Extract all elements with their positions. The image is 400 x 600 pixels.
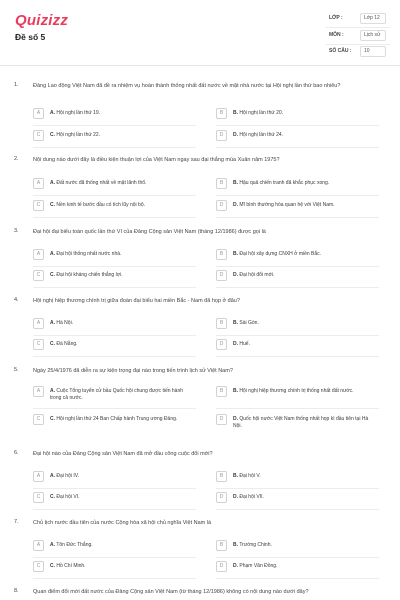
option-prefix: B.: [233, 472, 238, 479]
option-text: Huế.: [239, 340, 250, 347]
option-text: Đại hội IV.: [56, 472, 79, 479]
option-text: Tôn Đức Thắng.: [56, 541, 93, 548]
subject-label: MÔN :: [329, 32, 344, 38]
option-letter-box: A: [33, 386, 44, 397]
option-text: Đại hội V.: [239, 472, 261, 479]
question-text: Đại hội đại biểu toàn quốc lần thứ VI của Đảng Cộng sản Việt Nam (tháng 12/1986) được gọi là: [33, 229, 266, 235]
option-prefix: D.: [233, 493, 238, 500]
quizizz-logo: Quizizz: [15, 12, 69, 29]
option-letter-box: C: [33, 339, 44, 350]
question-number: 1.: [14, 82, 19, 88]
option-prefix: B.: [233, 109, 238, 116]
option-divider: [216, 578, 379, 579]
option-prefix: D.: [233, 340, 238, 347]
option-divider: [216, 195, 379, 196]
option-text: Đại hội thống nhất nước nhà.: [56, 250, 122, 257]
option-divider: [33, 125, 196, 126]
option-letter-box: C: [33, 561, 44, 572]
question-number: 6.: [14, 450, 19, 456]
option-prefix: A.: [50, 179, 55, 186]
option-divider: [216, 488, 379, 489]
option-letter-box: A: [33, 178, 44, 189]
question-text: Hội nghị hiệp thương chính trị giữa đoàn đại biểu hai miền Bắc - Nam đã họp ở đâu?: [33, 298, 240, 304]
question-text: Quan điểm đổi mới đất nước của Đảng Cộng sản Việt Nam (từ tháng 12/1986) không có nội dung nào dưới đây?: [33, 589, 309, 595]
option-divider: [33, 147, 196, 148]
option-prefix: A.: [50, 109, 55, 116]
option-text: Đà Nẵng.: [56, 340, 78, 347]
option-letter-box: A: [33, 318, 44, 329]
option-divider: [33, 217, 196, 218]
option-text: Cuộc Tổng tuyển cử bầu Quốc hội chung được tiến hành trong cả nước.: [50, 387, 184, 401]
option-letter-box: D: [216, 339, 227, 350]
option-text: Hội nghị lần thứ 20.: [239, 109, 284, 116]
option-letter-box: B: [216, 318, 227, 329]
header-divider: [326, 27, 390, 28]
option-letter-box: B: [216, 178, 227, 189]
option-prefix: B.: [233, 179, 238, 186]
question-number: 5.: [14, 367, 19, 373]
question-text: Chủ tịch nước đầu tiên của nước Cộng hòa xã hội chủ nghĩa Việt Nam là: [33, 520, 212, 526]
class-value: Lớp 12: [360, 13, 386, 24]
option-divider: [33, 557, 196, 558]
option-divider: [33, 195, 196, 196]
option-text: Trường Chinh.: [239, 541, 272, 548]
option-text: Phạm Văn Đồng.: [239, 562, 278, 569]
option-letter-box: D: [216, 414, 227, 425]
option-divider: [216, 125, 379, 126]
question-text: Nội dung nào dưới đây là điều kiện thuận lợi của Việt Nam ngay sau đại thắng mùa Xuân năm 1975?: [33, 157, 280, 163]
question-number: 4.: [14, 297, 19, 303]
option-text: Đất nước đã thống nhất về mặt lãnh thổ.: [56, 179, 147, 186]
option-letter-box: C: [33, 270, 44, 281]
option-text: Hội nghị lần thứ 19.: [56, 109, 101, 116]
option-text: Đại hội VI.: [56, 493, 80, 500]
worksheet-title: Đề số 5: [15, 32, 46, 42]
option-divider: [216, 217, 379, 218]
question-text: Ngày 25/4/1976 đã diễn ra sự kiện trọng đại nào trong tiến trình lịch sử Việt Nam?: [33, 368, 233, 374]
option-text: Đại hội kháng chiến thắng lợi.: [56, 271, 123, 278]
option-letter-box: C: [33, 492, 44, 503]
option-letter-box: C: [33, 130, 44, 141]
option-letter-box: A: [33, 249, 44, 260]
option-letter-box: A: [33, 108, 44, 119]
option-prefix: B.: [233, 541, 238, 548]
option-prefix: C.: [50, 201, 55, 208]
option-divider: [216, 509, 379, 510]
option-text: Quốc hội nước Việt Nam thống nhất họp kì đầu tiên tại Hà Nội.: [233, 415, 369, 429]
option-divider: [33, 335, 196, 336]
option-divider: [216, 287, 379, 288]
option-divider: [216, 147, 379, 148]
option-letter-box: B: [216, 249, 227, 260]
option-letter-box: D: [216, 270, 227, 281]
option-prefix: D.: [233, 562, 238, 569]
option-divider: [33, 287, 196, 288]
question-count-value: 10: [360, 46, 386, 57]
option-divider: [216, 408, 379, 409]
option-letter-box: A: [33, 471, 44, 482]
option-text: Hội nghị lần thứ 24 Ban Chấp hành Trung ương Đảng.: [56, 415, 178, 422]
option-letter-box: D: [216, 492, 227, 503]
option-prefix: D.: [233, 201, 238, 208]
question-text: Đảng Lao động Việt Nam đã đề ra nhiệm vụ hoàn thành thống nhất đất nước về mặt nhà nước tại Hội nghị lần thứ bao nhiêu?: [33, 83, 341, 89]
option-prefix: C.: [50, 562, 55, 569]
option-divider: [33, 578, 196, 579]
option-divider: [216, 557, 379, 558]
option-prefix: C.: [50, 493, 55, 500]
worksheet-header: [0, 0, 400, 66]
option-text: Hội nghị hiệp thương chính trị thống nhất đất nước.: [239, 387, 354, 394]
option-letter-box: C: [33, 200, 44, 211]
option-text: Sài Gòn.: [239, 319, 259, 326]
option-prefix: A.: [50, 472, 55, 479]
option-prefix: A.: [50, 387, 55, 394]
option-divider: [33, 356, 196, 357]
option-text: Hội nghị lần thứ 22.: [56, 131, 101, 138]
option-prefix: D.: [233, 131, 238, 138]
option-text: Hà Nội.: [56, 319, 74, 326]
option-text: Đại hội xây dựng CNXH ở miền Bắc.: [239, 250, 322, 257]
subject-value: Lịch sử: [360, 30, 386, 41]
question-number: 2.: [14, 156, 19, 162]
option-divider: [33, 408, 196, 409]
option-prefix: C.: [50, 271, 55, 278]
question-count-label: SỐ CÂU :: [329, 48, 352, 54]
option-text: Hội nghị lần thứ 24.: [239, 131, 284, 138]
header-divider: [326, 44, 390, 45]
option-letter-box: C: [33, 414, 44, 425]
option-prefix: C.: [50, 340, 55, 347]
option-text: Đại hội đổi mới.: [239, 271, 275, 278]
question-number: 3.: [14, 228, 19, 234]
option-text: Hồ Chí Minh.: [56, 562, 86, 569]
option-divider: [216, 335, 379, 336]
question-text: Đại hội nào của Đảng Cộng sản Việt Nam đã mở đầu công cuộc đổi mới?: [33, 451, 213, 457]
option-prefix: B.: [233, 319, 238, 326]
option-prefix: A.: [50, 250, 55, 257]
option-prefix: C.: [50, 131, 55, 138]
option-prefix: C.: [50, 415, 55, 422]
class-label: LỚP :: [329, 15, 343, 21]
option-letter-box: D: [216, 130, 227, 141]
question-number: 8.: [14, 588, 19, 594]
option-letter-box: B: [216, 386, 227, 397]
option-prefix: D.: [233, 271, 238, 278]
option-letter-box: A: [33, 540, 44, 551]
option-letter-box: B: [216, 108, 227, 119]
option-divider: [33, 509, 196, 510]
option-text: Mĩ bình thường hóa quan hệ với Việt Nam.: [239, 201, 335, 208]
option-prefix: D.: [233, 415, 238, 422]
option-letter-box: B: [216, 471, 227, 482]
option-divider: [33, 488, 196, 489]
question-number: 7.: [14, 519, 19, 525]
option-prefix: B.: [233, 387, 238, 394]
option-text: Nền kinh tế bước đầu có tích lũy nội bộ.: [56, 201, 146, 208]
option-text: Hậu quả chiến tranh đã khắc phục xong.: [239, 179, 330, 186]
option-divider: [33, 266, 196, 267]
option-prefix: A.: [50, 319, 55, 326]
option-letter-box: D: [216, 200, 227, 211]
option-text: Đại hội VII.: [239, 493, 264, 500]
option-prefix: A.: [50, 541, 55, 548]
option-prefix: B.: [233, 250, 238, 257]
option-letter-box: D: [216, 561, 227, 572]
option-letter-box: B: [216, 540, 227, 551]
option-divider: [216, 356, 379, 357]
option-divider: [216, 266, 379, 267]
